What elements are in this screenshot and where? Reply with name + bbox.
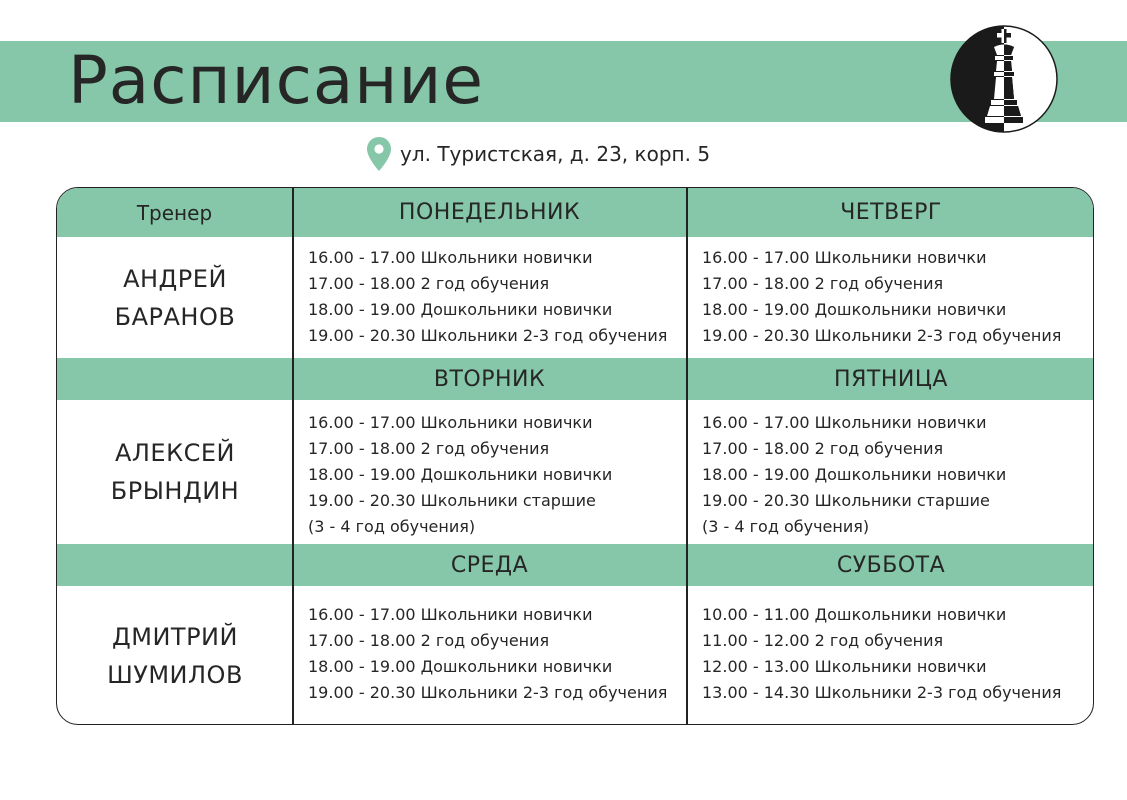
schedule-line: 18.00 - 19.00 Дошкольники новички xyxy=(702,465,1007,484)
coach-last-name: БРЫНДИН xyxy=(110,477,240,505)
day-header: ПЯТНИЦА xyxy=(834,366,948,392)
coach-name xyxy=(57,237,293,358)
schedule-line: (3 - 4 год обучения) xyxy=(702,517,870,536)
map-pin-icon xyxy=(366,136,392,172)
schedule-line: 17.00 - 18.00 2 год обучения xyxy=(308,439,550,458)
schedule-line: 19.00 - 20.30 Школьники старшие xyxy=(702,491,990,510)
schedule-line: 19.00 - 20.30 Школьники 2-3 год обучения xyxy=(702,326,1062,345)
coach-column-header: Тренер xyxy=(136,200,213,225)
schedule-line: 17.00 - 18.00 2 год обучения xyxy=(702,439,944,458)
schedule-line: 18.00 - 19.00 Дошкольники новички xyxy=(308,465,613,484)
address-text: ул. Туристская, д. 23, корп. 5 xyxy=(400,142,711,166)
schedule-line: 19.00 - 20.30 Школьники 2-3 год обучения xyxy=(308,683,668,702)
schedule-line: 17.00 - 18.00 2 год обучения xyxy=(308,274,550,293)
schedule-line: 10.00 - 11.00 Дошкольники новички xyxy=(702,605,1007,624)
schedule-cell xyxy=(702,245,1061,349)
schedule-cell xyxy=(702,602,1061,706)
column-divider xyxy=(686,237,688,358)
coach-first-name: ДМИТРИЙ xyxy=(112,623,238,651)
coach-last-name: БАРАНОВ xyxy=(114,302,236,331)
column-divider xyxy=(686,400,688,544)
schedule-line: 11.00 - 12.00 2 год обучения xyxy=(702,631,944,650)
schedule-line: 12.00 - 13.00 Школьники новички xyxy=(702,657,987,676)
day-header: ВТОРНИК xyxy=(433,366,546,392)
schedule-line: 16.00 - 17.00 Школьники новички xyxy=(702,248,987,267)
schedule-line: 13.00 - 14.30 Школьники 2-3 год обучения xyxy=(702,683,1062,702)
schedule-line: 16.00 - 17.00 Школьники новички xyxy=(308,605,593,624)
schedule-cell xyxy=(702,410,1006,540)
coach-first-name: АНДРЕЙ xyxy=(123,264,227,293)
schedule-line: 16.00 - 17.00 Школьники новички xyxy=(308,248,593,267)
coach-name xyxy=(57,586,293,725)
schedule-line: 16.00 - 17.00 Школьники новички xyxy=(702,413,987,432)
schedule-cell xyxy=(308,602,667,706)
schedule-table xyxy=(56,187,1094,725)
coach-last-name: ШУМИЛОВ xyxy=(107,661,243,689)
day-header: СРЕДА xyxy=(450,552,529,578)
schedule-line: 19.00 - 20.30 Школьники 2-3 год обучения xyxy=(308,326,668,345)
schedule-line: 18.00 - 19.00 Дошкольники новички xyxy=(308,300,613,319)
schedule-line: 19.00 - 20.30 Школьники старшие xyxy=(308,491,596,510)
schedule-line: 18.00 - 19.00 Дошкольники новички xyxy=(308,657,613,676)
schedule-line: 17.00 - 18.00 2 год обучения xyxy=(702,274,944,293)
coach-name xyxy=(57,400,293,544)
schedule-cell xyxy=(308,410,612,540)
day-header: ПОНЕДЕЛЬНИК xyxy=(398,200,581,225)
schedule-line: (3 - 4 год обучения) xyxy=(308,517,476,536)
schedule-line: 17.00 - 18.00 2 год обучения xyxy=(308,631,550,650)
schedule-line: 16.00 - 17.00 Школьники новички xyxy=(308,413,593,432)
day-header: СУББОТА xyxy=(836,552,946,578)
address-line xyxy=(366,136,710,172)
day-header: ЧЕТВЕРГ xyxy=(840,200,942,225)
page-title: Расписание xyxy=(68,42,484,119)
column-divider xyxy=(686,586,688,725)
schedule-line: 18.00 - 19.00 Дошкольники новички xyxy=(702,300,1007,319)
coach-first-name: АЛЕКСЕЙ xyxy=(114,439,236,467)
schedule-cell xyxy=(308,245,667,349)
chess-king-icon xyxy=(950,25,1058,133)
